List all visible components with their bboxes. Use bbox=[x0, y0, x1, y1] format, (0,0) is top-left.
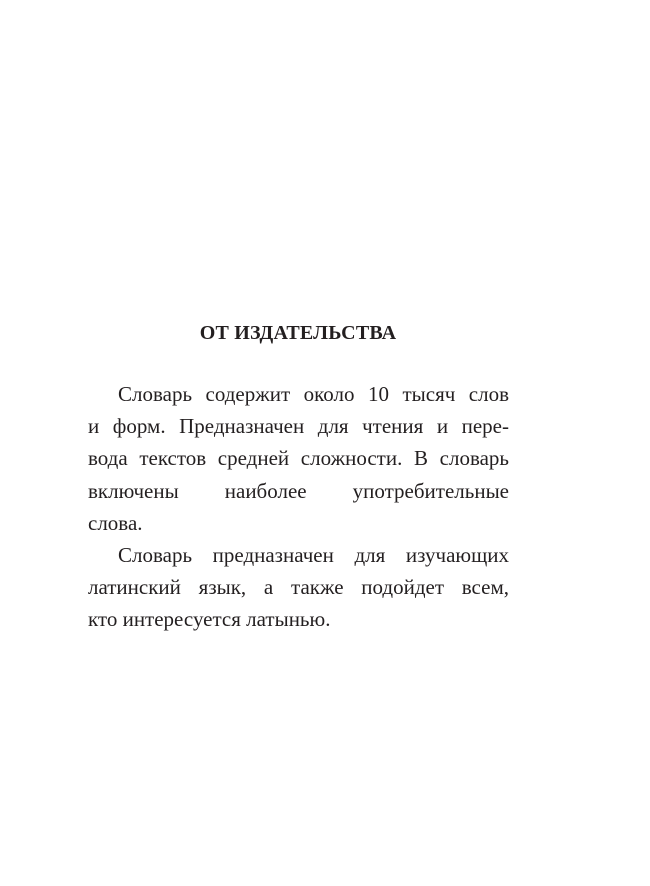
body-text bbox=[88, 378, 509, 636]
page-title: ОТ ИЗДАТЕЛЬСТВА bbox=[199, 322, 397, 344]
paragraph-1 bbox=[88, 378, 509, 539]
text-line: и форм. Предназначен для чтения и пере- bbox=[88, 414, 509, 439]
text-line: Словарь предназначен для изучающих bbox=[118, 542, 509, 567]
text-line: вода текстов средней сложности. В словарь bbox=[88, 446, 509, 471]
text-line: Словарь содержит около 10 тысяч слов bbox=[118, 382, 509, 406]
text-line: включены наиболее употребительные bbox=[88, 478, 509, 503]
paragraph-2 bbox=[88, 539, 509, 636]
text-line: латинский язык, а также подойдет всем, bbox=[88, 575, 509, 600]
text-line: слова. bbox=[88, 510, 143, 535]
text-line: кто интересуется латынью. bbox=[88, 607, 331, 632]
